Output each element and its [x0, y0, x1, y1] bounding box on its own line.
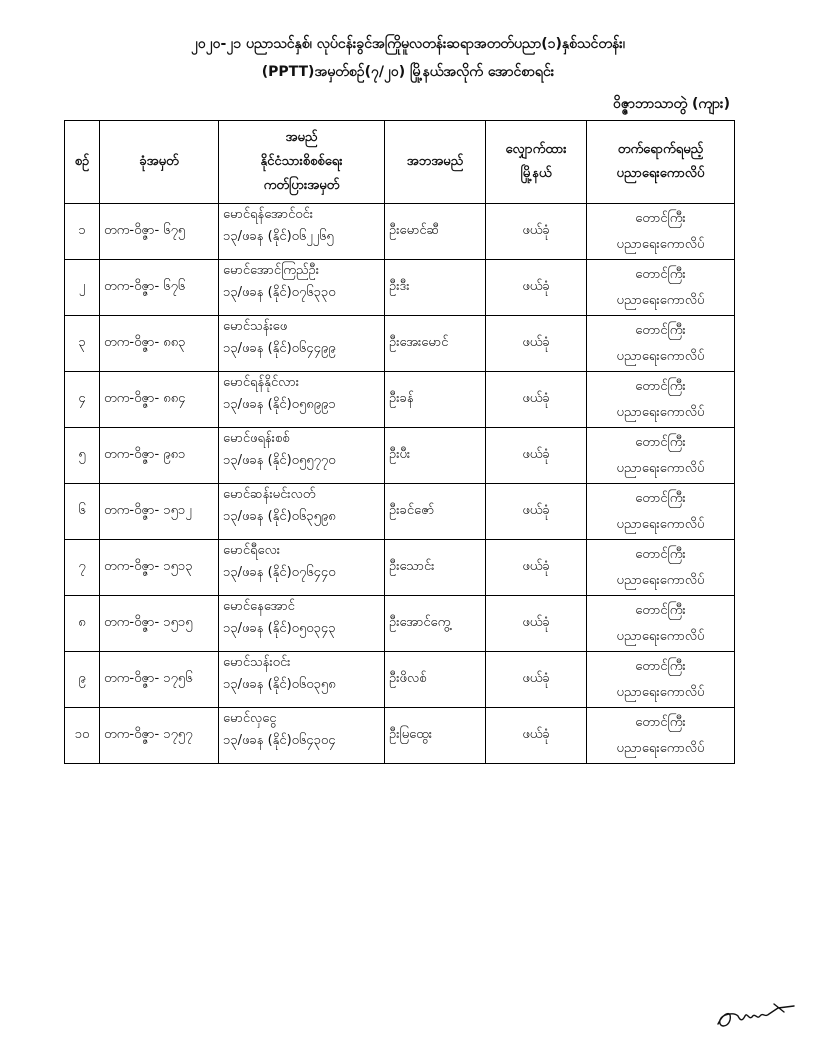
row-number: ၉ [65, 652, 100, 708]
roll-number: တက-ဝိဇ္ဇာ- ၈၈၄ [100, 372, 219, 428]
college-line1: တောင်ကြီး [635, 658, 686, 674]
college-line2: ပညာရေးကောလိပ် [616, 236, 705, 252]
nrc-number: ၁၃/ဖခန (နိုင်)၀၇၆၃၃၀ [223, 285, 336, 300]
college-line1: တောင်ကြီး [635, 322, 686, 338]
header-township [486, 121, 587, 204]
college-line2: ပညာရေးကောလိပ် [616, 572, 705, 588]
name-cell [219, 316, 385, 372]
table-row [65, 316, 735, 372]
nrc-number: ၁၃/ဖခန (နိုင်)၀၆၄၄၉၉ [223, 341, 336, 356]
college-line1: တောင်ကြီး [635, 714, 686, 730]
roll-number: တက-ဝိဇ္ဇာ- ၉၈၁ [100, 428, 219, 484]
student-name: မောင်သန်းဖေ [223, 319, 288, 334]
nrc-number: ၁၃/ဖခန (နိုင်)၀၅၀၃၄၃ [223, 621, 336, 636]
name-cell [219, 204, 385, 260]
college-cell [587, 596, 735, 652]
college-cell [587, 260, 735, 316]
college-line1: တောင်ကြီး [635, 210, 686, 226]
row-number: ၆ [65, 484, 100, 540]
header-name [219, 121, 385, 204]
township: ဖယ်ခုံ [486, 708, 587, 764]
table-row [65, 428, 735, 484]
roll-number: တက-ဝိဇ္ဇာ- ၁၅၁၃ [100, 540, 219, 596]
name-cell [219, 428, 385, 484]
township: ဖယ်ခုံ [486, 484, 587, 540]
college-line2: ပညာရေးကောလိပ် [616, 292, 705, 308]
student-name: မောင်ဆန်းမင်းလတ် [223, 487, 316, 502]
college-line1: တောင်ကြီး [635, 266, 686, 282]
table-row [65, 652, 735, 708]
document-title-line2: (PPTT)အမှတ်စဉ်(၇/၂၀) မြို့နယ်အလိုက် အောင်စာရင်း [261, 64, 555, 80]
college-line1: တောင်ကြီး [635, 546, 686, 562]
township: ဖယ်ခုံ [486, 652, 587, 708]
township: ဖယ်ခုံ [486, 204, 587, 260]
name-cell [219, 652, 385, 708]
father-name: ဦးမောင်ဆီ [385, 204, 486, 260]
table-row [65, 260, 735, 316]
row-number: ၄ [65, 372, 100, 428]
roll-number: တက-ဝိဇ္ဇာ- ၁၇၅၆ [100, 652, 219, 708]
subject-group-label: ဝိဇ္ဇာဘာသာတွဲ (ကျား) [613, 96, 730, 112]
nrc-number: ၁၃/ဖခန (နိုင်)၀၆၂၂၆၅ [223, 229, 334, 244]
nrc-number: ၁၃/ဖခန (နိုင်)၀၆၄၃၀၄ [223, 733, 336, 748]
student-name: မောင်လှငွေ [223, 711, 277, 726]
college-line2: ပညာရေးကောလိပ် [616, 684, 705, 700]
college-cell [587, 316, 735, 372]
row-number: ၃ [65, 316, 100, 372]
township: ဖယ်ခုံ [486, 540, 587, 596]
results-table [64, 120, 735, 764]
row-number: ၅ [65, 428, 100, 484]
student-name: မောင်ရန်နိုင်လား [223, 375, 299, 390]
college-cell [587, 372, 735, 428]
college-cell [587, 204, 735, 260]
college-line2: ပညာရေးကောလိပ် [616, 740, 705, 756]
name-cell [219, 260, 385, 316]
college-cell [587, 652, 735, 708]
name-cell [219, 708, 385, 764]
header-father: အဘအမည် [385, 121, 486, 204]
table-row [65, 540, 735, 596]
table-row [65, 596, 735, 652]
nrc-number: ၁၃/ဖခန (နိုင်)၀၆၃၅၉၈ [223, 509, 336, 524]
college-line2: ပညာရေးကောလိပ် [616, 404, 705, 420]
header-college-line1: တက်ရောက်ရမည့် [617, 142, 704, 157]
township: ဖယ်ခုံ [486, 596, 587, 652]
township: ဖယ်ခုံ [486, 428, 587, 484]
name-cell [219, 372, 385, 428]
header-name-line2: နိုင်ငံသားစိစစ်ရေး [260, 154, 343, 169]
father-name: ဦးပီး [385, 428, 486, 484]
college-line2: ပညာရေးကောလိပ် [616, 348, 705, 364]
row-number: ၁၀ [65, 708, 100, 764]
college-line2: ပညာရေးကောလိပ် [616, 460, 705, 476]
college-line2: ပညာရေးကောလိပ် [616, 628, 705, 644]
nrc-number: ၁၃/ဖခန (နိုင်)၀၇၆၄၄၀ [223, 565, 336, 580]
row-number: ၈ [65, 596, 100, 652]
father-name: ဦးမြထွေး [385, 708, 486, 764]
father-name: ဦးခန် [385, 372, 486, 428]
college-cell [587, 428, 735, 484]
header-township-line2: မြို့နယ် [520, 166, 552, 181]
document-title: ၂၀၂၀-၂၁ ပညာသင်နှစ်၊ လုပ်ငန်းခွင်အကြိုမူလတန်းဆရာအတတ်ပညာ(၁)နှစ်သင်တန်း၊ [191, 36, 625, 52]
name-cell [219, 540, 385, 596]
header-township-line1: လျှောက်ထား [505, 142, 567, 157]
name-cell [219, 596, 385, 652]
township: ဖယ်ခုံ [486, 372, 587, 428]
township: ဖယ်ခုံ [486, 260, 587, 316]
township: ဖယ်ခုံ [486, 316, 587, 372]
student-name: မောင်ဖရန်းစစ် [223, 431, 290, 446]
roll-number: တက-ဝိဇ္ဇာ- ၆၇၆ [100, 260, 219, 316]
roll-number: တက-ဝိဇ္ဇာ- ၁၅၁၅ [100, 596, 219, 652]
father-name: ဦးအေးမောင် [385, 316, 486, 372]
table-row [65, 708, 735, 764]
table-header-row [65, 121, 735, 204]
nrc-number: ၁၃/ဖခန (နိုင်)၀၅၈၉၉၁ [223, 397, 336, 412]
student-name: မောင်နေအောင် [223, 599, 295, 614]
roll-number: တက-ဝိဇ္ဇာ- ၁၇၅၇ [100, 708, 219, 764]
roll-number: တက-ဝိဇ္ဇာ- ၁၅၁၂ [100, 484, 219, 540]
father-name: ဦးသောင်း [385, 540, 486, 596]
student-name: မောင်သန်းဝင်း [223, 655, 291, 670]
header-name-line1: အမည် [285, 130, 318, 145]
father-name: ဦးအောင်ကွေ့ [385, 596, 486, 652]
college-line1: တောင်ကြီး [635, 602, 686, 618]
name-cell [219, 484, 385, 540]
row-number: ၂ [65, 260, 100, 316]
roll-number: တက-ဝိဇ္ဇာ- ၆၇၅ [100, 204, 219, 260]
header-roll: ခုံအမှတ် [100, 121, 219, 204]
college-cell [587, 708, 735, 764]
college-line1: တောင်ကြီး [635, 434, 686, 450]
college-line1: တောင်ကြီး [635, 378, 686, 394]
signature [712, 990, 796, 1030]
row-number: ၇ [65, 540, 100, 596]
header-no: စဉ် [65, 121, 100, 204]
father-name: ဦးခင်ဇော် [385, 484, 486, 540]
college-line2: ပညာရေးကောလိပ် [616, 516, 705, 532]
roll-number: တက-ဝိဇ္ဇာ- ၈၈၃ [100, 316, 219, 372]
college-cell [587, 484, 735, 540]
header-college [587, 121, 735, 204]
student-name: မောင်အောင်ကြည်ဦး [223, 263, 320, 278]
nrc-number: ၁၃/ဖခန (နိုင်)၀၅၅၇၇၀ [223, 453, 336, 468]
header-college-line2: ပညာရေးကောလိပ် [616, 166, 705, 181]
father-name: ဦးဒီး [385, 260, 486, 316]
college-cell [587, 540, 735, 596]
table-row [65, 204, 735, 260]
header-name-line3: ကတ်ပြားအမှတ် [263, 178, 340, 193]
table-row [65, 484, 735, 540]
nrc-number: ၁၃/ဖခန (နိုင်)၀၆၀၃၅၈ [223, 677, 336, 692]
college-line1: တောင်ကြီး [635, 490, 686, 506]
student-name: မောင်ရီလေး [223, 543, 281, 558]
row-number: ၁ [65, 204, 100, 260]
table-row [65, 372, 735, 428]
student-name: မောင်ရန်အောင်ဝင်း [223, 207, 314, 222]
father-name: ဦးဖိလစ် [385, 652, 486, 708]
